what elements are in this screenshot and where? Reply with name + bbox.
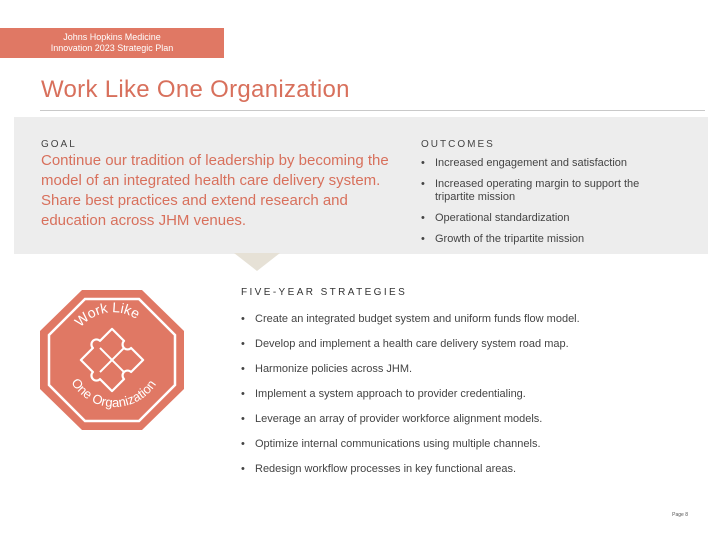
work-like-one-organization-badge	[38, 288, 186, 432]
strategies-label: FIVE-YEAR STRATEGIES	[241, 287, 408, 298]
header-line-1: Johns Hopkins Medicine	[63, 32, 161, 42]
page-title: Work Like One Organization	[41, 76, 350, 103]
outcome-item: • Operational standardization	[421, 212, 681, 225]
title-divider	[40, 110, 705, 111]
strategy-item: • Create an integrated budget system and uniform funds flow model.	[241, 313, 601, 326]
strategy-item: • Develop and implement a health care delivery system road map.	[241, 338, 601, 351]
outcome-item: • Growth of the tripartite mission	[421, 233, 681, 246]
badge-top-text: Work Like	[71, 299, 143, 330]
strategy-item: • Leverage an array of provider workforce alignment models.	[241, 413, 601, 426]
strategies-list	[241, 313, 601, 476]
strategy-item: • Redesign workflow processes in key functional areas.	[241, 463, 601, 476]
goal-text: Continue our tradition of leadership by becoming the model of an integrated health care delivery system. Share best practices and extend research and education across JHM venues.	[41, 152, 389, 229]
band-pointer	[234, 253, 280, 271]
page-number: Page 8	[672, 512, 688, 518]
header-tag	[0, 28, 224, 58]
badge-bottom-text: One Organization	[68, 375, 159, 411]
header-line-2: Innovation 2023 Strategic Plan	[50, 43, 174, 53]
strategy-item: • Optimize internal communications using multiple channels.	[241, 438, 601, 451]
strategy-item: • Implement a system approach to provider credentialing.	[241, 388, 601, 401]
outcome-item: • Increased engagement and satisfaction	[421, 157, 681, 170]
outcomes-label: OUTCOMES	[421, 139, 495, 150]
goal-label: GOAL	[41, 139, 77, 150]
outcomes-list	[421, 157, 681, 246]
outcome-item: • Increased operating margin to support the tripartite mission	[421, 178, 681, 204]
strategy-item: • Harmonize policies across JHM.	[241, 363, 601, 376]
